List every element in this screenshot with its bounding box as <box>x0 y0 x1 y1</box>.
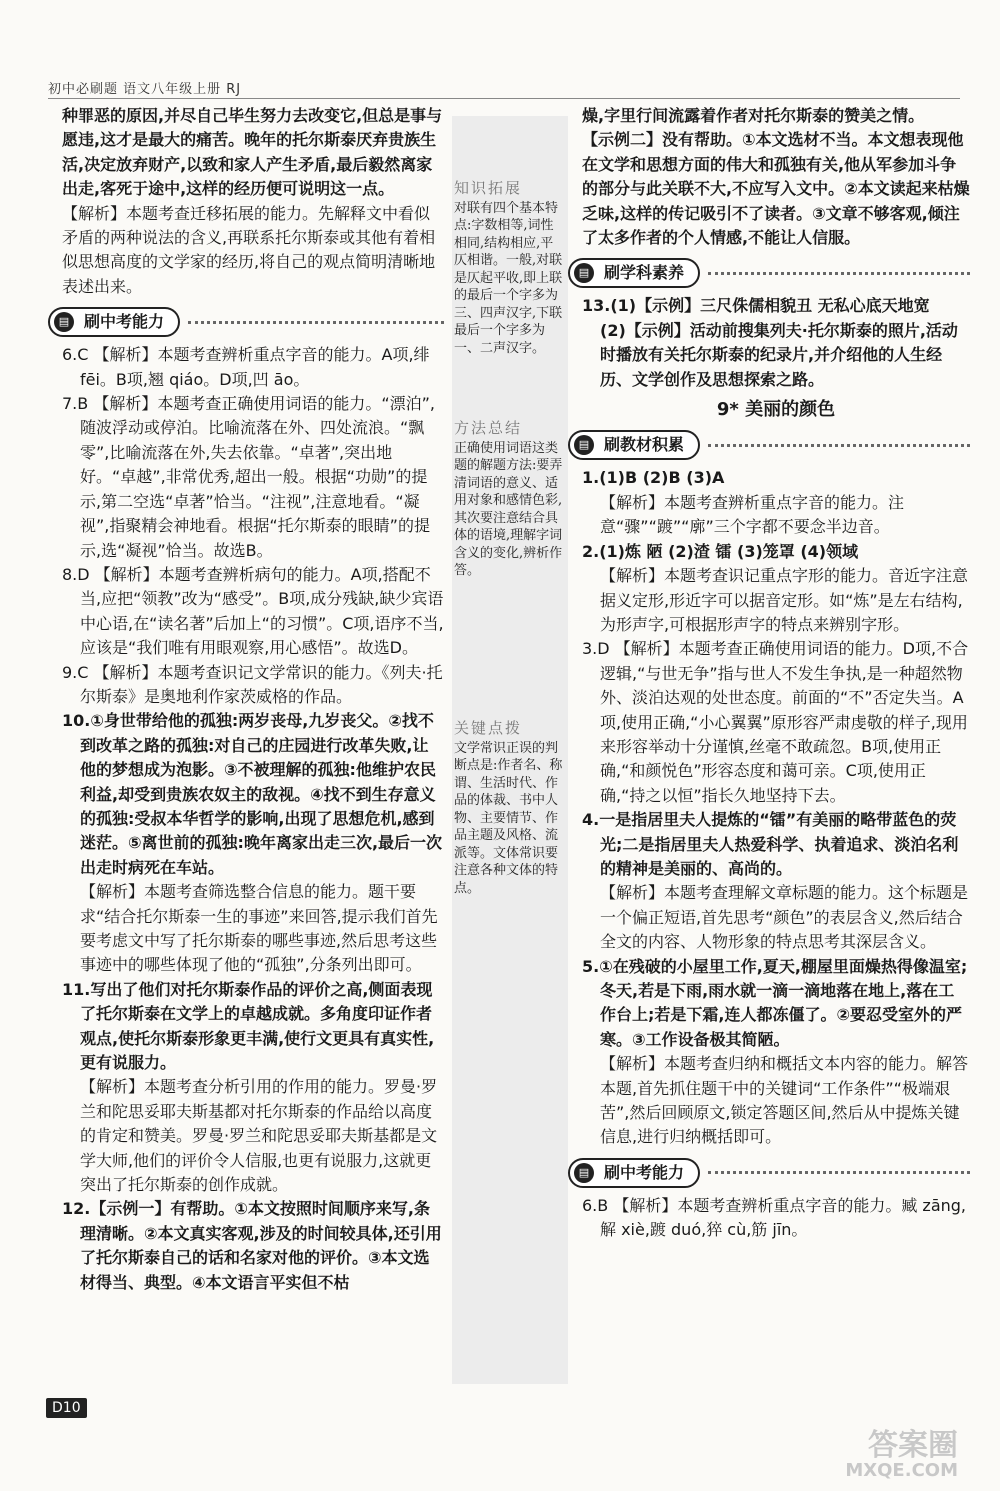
answer-text: 燥,字里行间流露着作者对托尔斯泰的赞美之情。 <box>582 106 925 125</box>
page-header: 初中必刷题 语文八年级上册 RJ <box>48 82 242 97</box>
left-column <box>58 104 444 1295</box>
tip-body: 正确使用词语这类题的解题方法:要弄清词语的意义、适用对象和感情色彩,其次要注意结合具体的语境,理解字词含义的变化,辨析作答。 <box>454 440 563 578</box>
example-two: 【示例二】没有帮助。①本文选材不当。本文想表现他在文学和思想方面的伟大和孤独有关,他从军参加斗争的部分与此关联不大,不应写入文中。②本文读起来枯燥乏味,这样的传记吸引不了读者。③文章不够客观,倾注了太多作者的个人情感,不能让人信服。 <box>582 130 970 248</box>
question-5-analysis: 【解析】本题考查归纳和概括文本内容的能力。解答本题,首先抓住题干中的关键词“工作条件”“极端艰苦”,然后回顾原文,锁定答题区间,然后从中提炼关键信息,进行归纳概括即可。 <box>600 1054 969 1147</box>
question-6: 6.B 【解析】本题考查辨析重点字音的能力。臧 zāng,解 xiè,踱 duó,猝 cù,筋 jīn。 <box>582 1195 967 1240</box>
question-8: 8.D 【解析】本题考查辨析病句的能力。A项,搭配不当,应把“领教”改为“感受”。B项,成分残缺,缺少宾语中心语,在“读名著”后加上“的习惯”。C项,语序不当,应该是“我们唯有用眼观察,用心感悟”。故选D。 <box>62 564 444 658</box>
tip-key <box>454 720 564 897</box>
question-9: 9.C 【解析】本题考查识记文学常识的能力。《列夫·托尔斯泰》是奥地利作家茨威格的作品。 <box>62 662 443 706</box>
tip-title: 方法总结 <box>454 419 523 437</box>
page-number: D10 <box>46 1398 87 1418</box>
tip-body: 对联有四个基本特点:字数相等,词性相同,结构相应,平仄相谐。一般,对联是仄起平收,即上联的最后一个字多为三、四声汉字,下联最后一个字多为一、二声汉字。 <box>454 200 563 356</box>
tip-knowledge <box>454 180 564 357</box>
answer-text: 种罪恶的原因,并尽自己毕生努力去改变它,但总是事与愿违,这才是最大的痛苦。晚年的托尔斯泰厌弃贵族生活,决定放弃财产,以致和家人产生矛盾,最后毅然离家出走,客死于途中,这样的经历便可说明这一点。 <box>62 106 443 199</box>
watermark-logo: 答案圈 <box>868 1428 958 1463</box>
lesson-title: 9* 美丽的颜色 <box>716 399 836 421</box>
question-6: 6.C 【解析】本题考查辨析重点字音的能力。A项,绯 fēi。B项,翘 qiáo。D项,凹 āo。 <box>62 345 430 389</box>
badge-label: 刷中考能力 <box>84 312 165 332</box>
watermark-url: MXQE.COM <box>845 1460 958 1481</box>
book-icon: ▤ <box>574 435 594 455</box>
question-10-analysis: 【解析】本题考查筛选整合信息的能力。题干要求“结合托尔斯泰一生的事迹”来回答,提示我们首先要考虑文中写了托尔斯泰的哪些事迹,然后思考这些事迹中的哪些体现了他的“孤独”,分条列出即可。 <box>80 882 438 975</box>
book-icon: ▤ <box>574 1163 594 1183</box>
section-badge <box>568 428 970 462</box>
question-1-analysis: 【解析】本题考查辨析重点字音的能力。注意“骤”“踱”“廓”三个字都不要念半边音。 <box>600 492 905 537</box>
question-10: 10.①身世带给他的孤独:两岁丧母,九岁丧父。②找不到改革之路的孤独:对自己的庄园进行改革失败,让他的梦想成为泡影。③不被理解的孤独:他维护农民利益,却受到贵族农奴主的敌视。④找不到生存意义的孤独:受叔本华哲学的影响,出现了思想危机,感到迷茫。⑤离世前的孤独:晚年离家出走三次,最后一次出走时病死在车站。 <box>62 711 443 877</box>
section-badge <box>48 305 444 339</box>
right-column <box>578 104 970 1243</box>
question-1: 1.(1)B (2)B (3)A <box>582 468 725 488</box>
question-2: 2.(1)炼 陋 (2)渣 镭 (3)笼罩 (4)领域 <box>582 541 859 561</box>
question-12: 12.【示例一】有帮助。①本文按照时间顺序来写,条理清晰。②本文真实客观,涉及的时间较具体,还引用了托尔斯泰自己的话和名家对他的评价。③本文选材得当、典型。④本文语言平实但不枯 <box>62 1199 442 1292</box>
question-11: 11.写出了他们对托尔斯泰作品的评价之高,侧面表现了托尔斯泰在文学上的卓越成就。多角度印证作者观点,使托尔斯泰形象更丰满,使行文更具有真实性,更有说服力。 <box>62 979 435 1073</box>
badge-label: 刷教材积累 <box>604 435 685 455</box>
question-11-analysis: 【解析】本题考查分析引用的作用的能力。罗曼·罗兰和陀思妥耶夫斯基都对托尔斯泰的作品给以高度的肯定和赞美。罗曼·罗兰和陀思妥耶夫斯基都是文学大师,他们的评价令人信服,也更有说服力,这就更突出了托尔斯泰的创作成就。 <box>80 1077 438 1195</box>
question-13-1: 13.(1)【示例】三尺侏儒相貌丑 无私心底天地宽 <box>582 296 930 316</box>
question-4-analysis: 【解析】本题考查理解文章标题的能力。这个标题是一个偏正短语,首先思考“颜色”的表层含义,然后结合全文的内容、人物形象的特点思考其深层含义。 <box>600 883 969 952</box>
question-3: 3.D 【解析】本题考查正确使用词语的能力。D项,不合逻辑,“与世无争”指与世人不发生争执,是一种超然物外、淡泊达观的处世态度。前面的“不”否定失当。A项,使用正确,“小心翼翼”原形容严肃虔敬的样子,现用来形容举动十分谨慎,丝毫不敢疏忽。B项,使用正确,“和颜悦色”形容态度和蔼可亲。C项,使用正确,“持之以恒”指长久地坚持下去。 <box>582 639 969 805</box>
question-4: 4.一是指居里夫人提炼的“镭”有美丽的略带蓝色的荧光;二是指居里夫人热爱科学、执着追求、淡泊名利的精神是美丽的、高尚的。 <box>582 810 959 878</box>
tip-title: 关键点拨 <box>454 719 523 737</box>
badge-label: 刷中考能力 <box>604 1162 685 1182</box>
question-2-analysis: 【解析】本题考查识记重点字形的能力。音近字注意据义定形,形近字可以据音定形。如“炼”是左右结构,为形声字,可根据形声字的特点来辨别字形。 <box>600 566 969 634</box>
tip-title: 知识拓展 <box>454 179 523 197</box>
book-icon: ▤ <box>574 263 594 283</box>
header-rule <box>48 98 960 99</box>
tip-method <box>454 420 564 580</box>
tip-body: 文学常识正误的判断点是:作者名、称谓、生活时代、作品的体裁、书中人物、主要情节、作品主题及风格、流派等。文体常识要注意各种文体的特点。 <box>454 740 563 896</box>
question-13-2: (2)【示例】活动前搜集列夫·托尔斯泰的照片,活动时播放有关托尔斯泰的纪录片,并介绍他的人生经历、文学创作及思想探索之路。 <box>600 320 958 389</box>
section-badge <box>568 1156 970 1190</box>
book-icon: ▤ <box>54 312 74 332</box>
analysis-text: 【解析】本题考查迁移拓展的能力。先解释文中看似矛盾的两种说法的含义,再联系托尔斯泰或其他有着相似思想高度的文学家的经历,将自己的观点简明清晰地表述出来。 <box>62 203 436 296</box>
question-5: 5.①在残破的小屋里工作,夏天,棚屋里面燥热得像温室;冬天,若是下雨,雨水就一滴一滴地落在地上,落在工作台上;若是下霜,连人都冻僵了。②要忍受室外的严寒。③工作设备极其简陋。 <box>582 956 968 1049</box>
question-7: 7.B 【解析】本题考查正确使用词语的能力。“漂泊”,随波浮动或停泊。比喻流落在外、四处流浪。“飘零”,比喻流落在外,失去依靠。“卓著”,突出地好。“卓越”,非常优秀,超出一般。根据“功勋”的提示,第二空选“卓著”恰当。“注视”,注意地看。“凝视”,指聚精会神地看。根据“托尔斯泰的眼睛”的提示,选“凝视”恰当。故选B。 <box>62 394 435 560</box>
section-badge <box>568 256 970 290</box>
badge-label: 刷学科素养 <box>604 263 685 283</box>
